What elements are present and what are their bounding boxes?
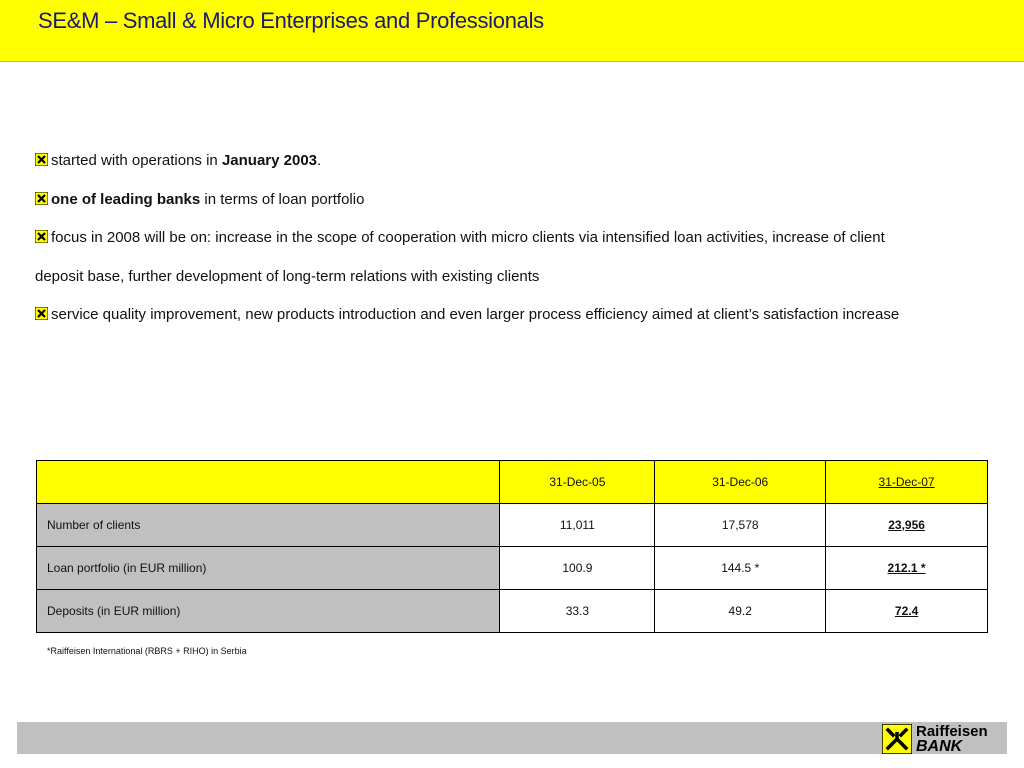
header-bar xyxy=(0,0,1024,62)
slide-title: SE&M – Small & Micro Enterprises and Professionals xyxy=(38,8,544,33)
bullet-item xyxy=(35,219,995,258)
bullet-cross-icon xyxy=(35,192,48,205)
logo-line2: BANK xyxy=(916,738,963,755)
table-row xyxy=(37,547,988,590)
table-cell: 144.5 * xyxy=(655,547,826,590)
bullet-text: focus in 2008 will be on: increase in the scope of cooperation with micro clients via intensified loan activities, increase of client xyxy=(51,229,885,246)
bullet-bold-text: one of leading banks xyxy=(51,190,201,208)
bullet-text: deposit base, further development of long-term relations with existing clients xyxy=(35,267,540,285)
bullet-cross-icon xyxy=(35,153,48,166)
row-label: Loan portfolio (in EUR million) xyxy=(37,547,500,590)
footnote: *Raiffeisen International (RBRS + RIHO) in Serbia xyxy=(47,646,247,656)
bullet-text-end: . xyxy=(317,152,322,169)
table-header-row xyxy=(37,461,988,504)
table-header-2007: 31-Dec-07 xyxy=(826,461,988,504)
bullet-continuation xyxy=(35,258,995,297)
bullet-cross-icon xyxy=(35,307,48,320)
table-row xyxy=(37,590,988,633)
bullet-item xyxy=(35,296,995,335)
bullet-text: started with operations in xyxy=(51,152,222,169)
table-cell: 17,578 xyxy=(655,504,826,547)
table-cell-highlight: 72.4 xyxy=(826,590,988,633)
footer-bar xyxy=(17,722,1007,754)
bullet-list xyxy=(35,142,995,335)
table-header-empty xyxy=(37,461,500,504)
bullet-item xyxy=(35,181,995,220)
row-label: Deposits (in EUR million) xyxy=(37,590,500,633)
table-row xyxy=(37,504,988,547)
table-header-2006: 31-Dec-06 xyxy=(655,461,826,504)
row-label: Number of clients xyxy=(37,504,500,547)
data-table xyxy=(36,460,988,633)
table-cell: 33.3 xyxy=(500,590,655,633)
bullet-bold-text: January 2003 xyxy=(221,152,318,169)
table-cell: 11,011 xyxy=(500,504,655,547)
bullet-text: service quality improvement, new products introduction and even larger process efficiency aimed at client’s satisfaction increase xyxy=(51,306,900,323)
table-cell-highlight: 212.1 * xyxy=(826,547,988,590)
bullet-item xyxy=(35,142,995,181)
bullet-cross-icon xyxy=(35,230,48,243)
logo-line1: Raiffeisen xyxy=(916,723,988,740)
table-header-2005: 31-Dec-05 xyxy=(500,461,655,504)
raiffeisen-logo xyxy=(882,722,1004,756)
table-cell-highlight: 23,956 xyxy=(826,504,988,547)
table-cell: 49.2 xyxy=(655,590,826,633)
raiffeisen-gable-cross-icon xyxy=(882,724,912,754)
logo-wordmark xyxy=(916,724,988,754)
table-cell: 100.9 xyxy=(500,547,655,590)
bullet-text-end: in terms of loan portfolio xyxy=(200,190,365,208)
